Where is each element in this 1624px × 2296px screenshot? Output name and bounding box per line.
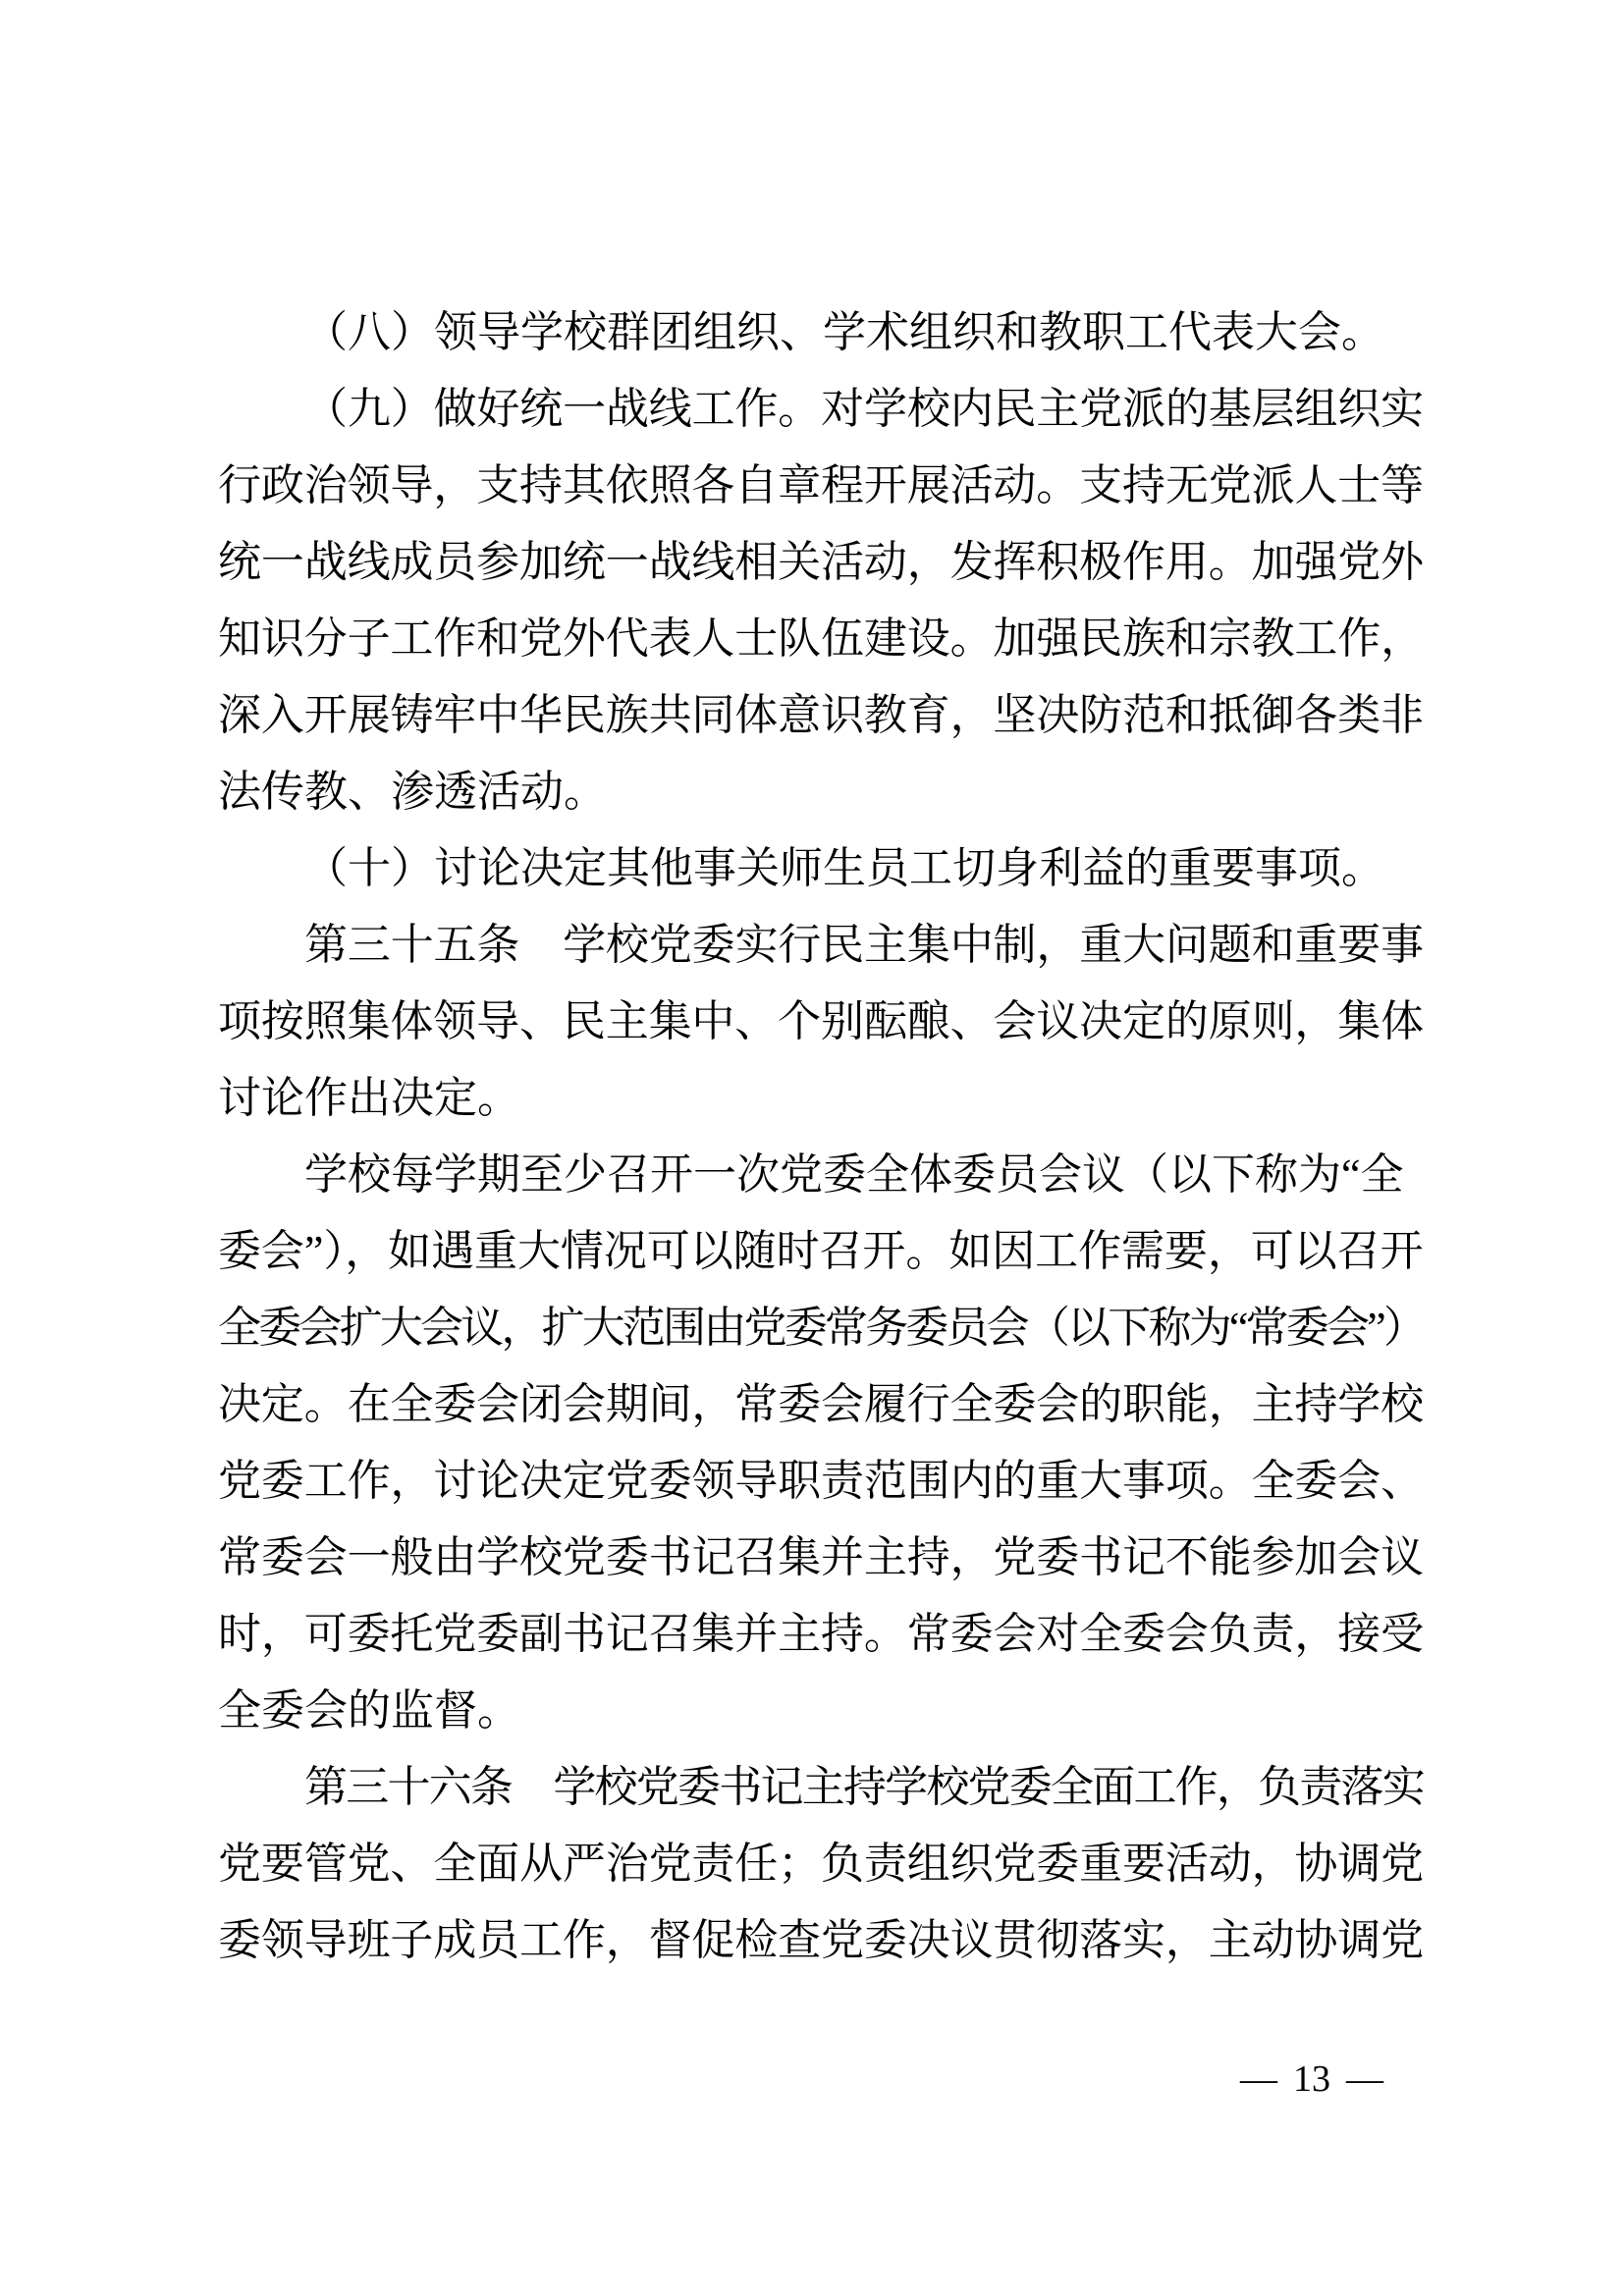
footer-dash-left: — (1240, 2058, 1277, 2100)
page-footer (1240, 2057, 1383, 2101)
text-line: 第三十五条 学校党委实行民主集中制，重大问题和重要事 (304, 921, 1424, 969)
text-line: 全委会的监督。 (218, 1686, 520, 1735)
text-line: 委会”），如遇重大情况可以随时召开。如因工作需要，可以召开 (218, 1227, 1424, 1275)
text-line: 深入开展铸牢中华民族共同体意识教育，坚决防范和抵御各类非 (218, 691, 1424, 739)
text-line: 法传教、渗透活动。 (218, 768, 607, 816)
paragraph (218, 907, 1424, 1137)
paragraph (218, 1137, 1424, 1749)
text-line: 时，可委托党委副书记召集并主持。常委会对全委会负责，接受 (218, 1610, 1424, 1658)
footer-dash-right: — (1346, 2058, 1383, 2100)
text-line: 全委会扩大会议，扩大范围由党委常务委员会（以下称为“常委会”） (218, 1304, 1425, 1352)
paragraph (218, 371, 1424, 830)
document-body (218, 294, 1424, 1979)
text-line: （九）做好统一战线工作。对学校内民主党派的基层组织实 (304, 385, 1424, 433)
text-line: 知识分子工作和党外代表人士队伍建设。加强民族和宗教工作， (218, 614, 1424, 663)
paragraph (218, 830, 1424, 907)
text-line: 第三十六条 学校党委书记主持学校党委全面工作，负责落实 (304, 1763, 1424, 1811)
text-line: （十）讨论决定其他事关师生员工切身利益的重要事项。 (304, 844, 1384, 892)
text-line: 学校每学期至少召开一次党委全体委员会议（以下称为“全 (304, 1150, 1404, 1199)
text-line: 讨论作出决定。 (218, 1074, 520, 1122)
text-line: 委领导班子成员工作，督促检查党委决议贯彻落实，主动协调党 (218, 1916, 1424, 1964)
text-line: 党委工作，讨论决定党委领导职责范围内的重大事项。全委会、 (218, 1457, 1424, 1505)
text-line: 行政治领导，支持其依照各自章程开展活动。支持无党派人士等 (218, 461, 1424, 509)
text-line: 统一战线成员参加统一战线相关活动，发挥积极作用。加强党外 (218, 538, 1424, 586)
page-number: 13 (1293, 2058, 1330, 2100)
text-line: 党要管党、全面从严治党责任；负责组织党委重要活动，协调党 (218, 1840, 1424, 1888)
paragraph (218, 294, 1424, 371)
text-line: 常委会一般由学校党委书记召集并主持，党委书记不能参加会议 (218, 1533, 1424, 1581)
paragraph (218, 1749, 1424, 1979)
text-line: 决定。在全委会闭会期间，常委会履行全委会的职能，主持学校 (218, 1380, 1424, 1428)
text-line: （八）领导学校群团组织、学术组织和教职工代表大会。 (304, 308, 1384, 356)
text-line: 项按照集体领导、民主集中、个别酝酿、会议决定的原则，集体 (218, 997, 1424, 1045)
